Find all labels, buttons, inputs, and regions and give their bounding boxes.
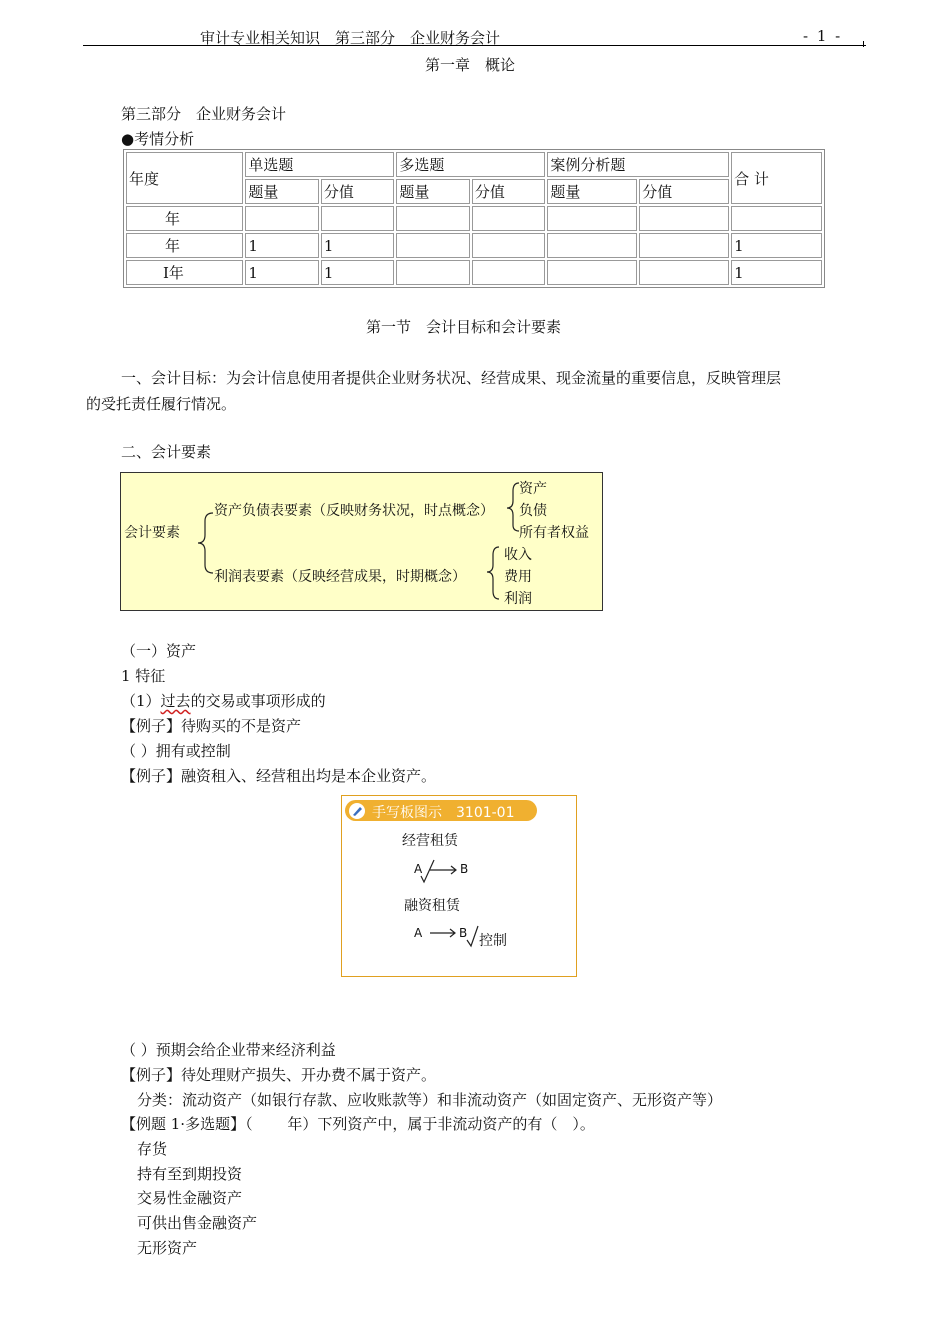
- board-title: 手写板图示 3101-01: [372, 805, 515, 821]
- feature-1: [121, 690, 326, 711]
- classification: 分类：流动资产（如银行存款、应收账款等）和非流动资产（如固定资产、无形资产等）: [137, 1091, 723, 1109]
- header-rule: [83, 45, 866, 46]
- cell: [396, 233, 470, 258]
- option-item: 持有至到期投资: [137, 1165, 243, 1183]
- cell: [547, 233, 637, 258]
- element-liability: 负债: [519, 503, 547, 519]
- goal-paragraph-line1: 一、会计目标：为会计信息使用者提供企业财务状况、经营成果、现金流量的重要信息，反映管理层: [121, 369, 782, 387]
- cell: [396, 206, 470, 231]
- cell: [639, 206, 729, 231]
- th-year: 年度: [126, 152, 243, 204]
- cell: [639, 233, 729, 258]
- page-number: - 1 -: [803, 27, 843, 45]
- elements-heading: 二、会计要素: [121, 443, 212, 461]
- table-header-row: [126, 152, 822, 177]
- feature-1-rest: 的交易或事项形成的: [190, 692, 326, 710]
- cell: [547, 260, 637, 285]
- goal-paragraph-line2: 的受托责任履行情况。: [86, 395, 237, 413]
- cell-year: 年: [126, 233, 243, 258]
- cell: [472, 233, 546, 258]
- lease-party-b: B: [459, 926, 468, 940]
- cell-total: 1: [731, 260, 822, 285]
- cell: [321, 206, 395, 231]
- cell: 1: [321, 260, 395, 285]
- th-count: 题量: [245, 179, 319, 204]
- element-expense: 费用: [504, 569, 532, 585]
- part-title: 第三部分 企业财务会计: [121, 105, 287, 123]
- accounting-elements-diagram: [120, 472, 603, 611]
- cell: 1: [245, 233, 319, 258]
- cell: 1: [321, 233, 395, 258]
- cell: [639, 260, 729, 285]
- lease-party-a: A: [414, 862, 423, 876]
- lease-arrows: [342, 796, 576, 976]
- example-1: 【例子】待购买的不是资产: [121, 717, 302, 735]
- th-score: 分值: [472, 179, 546, 204]
- th-score: 分值: [639, 179, 729, 204]
- balance-sheet-elements-label: 资产负债表要素（反映财务状况，时点概念）: [214, 503, 494, 519]
- table-row: [126, 233, 822, 258]
- example-3: 【例子】待处理财产损失、开办费不属于资产。: [121, 1066, 437, 1084]
- th-score: 分值: [321, 179, 395, 204]
- element-asset: 资产: [519, 481, 547, 497]
- option-item: 无形资产: [137, 1239, 198, 1257]
- option-item: 可供出售金融资产: [137, 1214, 258, 1232]
- table-row: [126, 260, 822, 285]
- diagram-root-label: 会计要素: [124, 525, 180, 541]
- th-multi: 多选题: [396, 152, 545, 177]
- th-count: 题量: [396, 179, 470, 204]
- running-header: 审计专业相关知识 第三部分 企业财务会计: [200, 29, 501, 47]
- feature-heading: 1 特征: [121, 667, 166, 685]
- lease-party-b: B: [460, 862, 469, 876]
- cell: [472, 206, 546, 231]
- element-revenue: 收入: [504, 547, 532, 563]
- control-label: 控制: [479, 933, 507, 949]
- example-2: 【例子】融资租入、经营租出均是本企业资产。: [121, 767, 437, 785]
- feature-3: （ ）预期会给企业带来经济利益: [121, 1041, 336, 1059]
- option-item: 交易性金融资产: [137, 1189, 243, 1207]
- table-row: [126, 206, 822, 231]
- th-single: 单选题: [245, 152, 394, 177]
- cell-total: [731, 206, 822, 231]
- operating-lease-label: 经营租赁: [402, 833, 458, 849]
- finance-lease-label: 融资租赁: [404, 898, 460, 914]
- income-statement-elements-label: 利润表要素（反映经营成果，时期概念）: [214, 569, 466, 585]
- feature-1-underlined: 过去: [160, 692, 191, 710]
- element-equity: 所有者权益: [519, 525, 589, 541]
- cell: [396, 260, 470, 285]
- th-case: 案例分析题: [547, 152, 729, 177]
- chapter-title: 第一章 概论: [425, 56, 516, 74]
- feature-2: （ ）拥有或控制: [121, 742, 231, 760]
- exam-analysis-heading: ●考情分析: [121, 130, 195, 148]
- th-total: 合 计: [731, 152, 822, 204]
- feature-1-prefix: （1）: [121, 692, 161, 710]
- lease-party-a: A: [414, 926, 423, 940]
- section-title: 第一节 会计目标和会计要素: [366, 318, 562, 336]
- option-item: 存货: [137, 1140, 168, 1158]
- cell-year: 年: [126, 206, 243, 231]
- th-count: 题量: [547, 179, 637, 204]
- cell: 1: [245, 260, 319, 285]
- exam-analysis-table: [123, 149, 825, 288]
- question-stem: 【例题 1·多选题】（ 年）下列资产中，属于非流动资产的有（ ）。: [121, 1115, 595, 1133]
- cell: [547, 206, 637, 231]
- cell-year: I年: [126, 260, 243, 285]
- assets-heading: （一）资产: [121, 642, 197, 660]
- header-rule-tick: [863, 41, 864, 47]
- element-profit: 利润: [504, 591, 532, 607]
- cell: [472, 260, 546, 285]
- handwriting-board-figure: [341, 795, 577, 977]
- cell-total: 1: [731, 233, 822, 258]
- cell: [245, 206, 319, 231]
